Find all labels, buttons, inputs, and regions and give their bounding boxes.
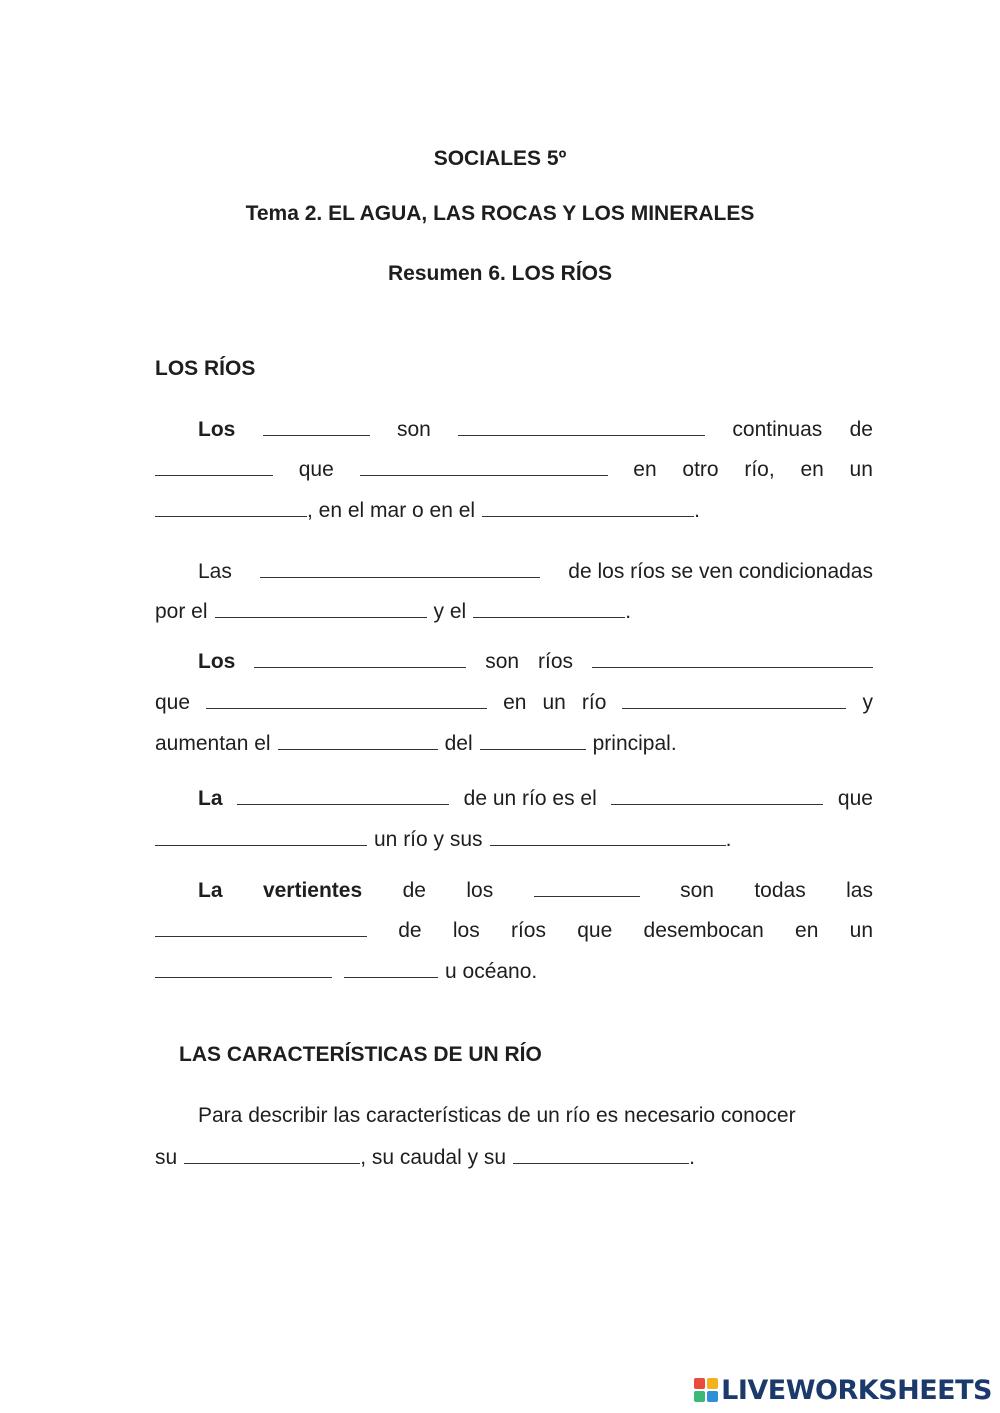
text: . bbox=[625, 600, 632, 623]
text: su bbox=[155, 1146, 178, 1169]
logo-text: LIVEWORKSHEETS bbox=[721, 1374, 992, 1406]
blank-field[interactable] bbox=[155, 457, 273, 476]
paragraph-2-line-1 bbox=[155, 559, 873, 584]
text: y el bbox=[433, 600, 467, 623]
text: río, bbox=[744, 458, 775, 481]
blank-field[interactable] bbox=[237, 786, 449, 805]
text: que bbox=[155, 691, 191, 714]
text: que bbox=[577, 919, 613, 942]
text: río bbox=[581, 691, 607, 714]
blank-field[interactable] bbox=[155, 498, 307, 517]
blank-field[interactable] bbox=[480, 731, 586, 750]
text: de bbox=[849, 418, 873, 441]
subject-title: SOCIALES 5º bbox=[433, 147, 567, 170]
section-2-line-1 bbox=[155, 1104, 873, 1128]
text: que bbox=[298, 458, 334, 481]
text: Los bbox=[198, 650, 236, 673]
paragraph-1-line-1 bbox=[155, 417, 873, 442]
text: un bbox=[849, 458, 873, 481]
text: un río y sus bbox=[374, 828, 483, 851]
text: aumentan el bbox=[155, 732, 271, 755]
text: Los bbox=[198, 418, 236, 441]
topic-title: Tema 2. EL AGUA, LAS ROCAS Y LOS MINERALES bbox=[245, 202, 755, 225]
blank-field[interactable] bbox=[260, 559, 540, 578]
paragraph-4-line-1 bbox=[155, 786, 873, 811]
text: , su caudal y su bbox=[360, 1146, 507, 1169]
liveworksheets-logo[interactable] bbox=[694, 1375, 992, 1405]
text: de bbox=[398, 919, 422, 942]
blank-field[interactable] bbox=[534, 878, 640, 897]
blank-field[interactable] bbox=[184, 1145, 360, 1164]
blank-field[interactable] bbox=[215, 599, 427, 618]
blank-field[interactable] bbox=[490, 827, 726, 846]
text: . bbox=[725, 828, 732, 851]
text: en bbox=[503, 691, 527, 714]
text: en bbox=[800, 458, 824, 481]
blank-field[interactable] bbox=[254, 649, 466, 668]
blank-field[interactable] bbox=[360, 457, 608, 476]
blank-field[interactable] bbox=[513, 1145, 689, 1164]
blank-field[interactable] bbox=[155, 827, 367, 846]
text: de un río es el bbox=[463, 787, 597, 810]
text: La bbox=[198, 787, 223, 810]
paragraph-1-line-3 bbox=[155, 498, 873, 523]
blank-field[interactable] bbox=[155, 959, 332, 978]
text: ríos bbox=[538, 650, 574, 673]
blank-field[interactable] bbox=[263, 417, 370, 436]
blank-field[interactable] bbox=[278, 731, 438, 750]
text: en bbox=[795, 919, 819, 942]
paragraph-1-line-2 bbox=[155, 457, 873, 482]
text: . bbox=[689, 1146, 695, 1169]
text: los bbox=[452, 919, 480, 942]
section-title-los-rios: LOS RÍOS bbox=[155, 357, 256, 380]
text: son bbox=[485, 650, 520, 673]
text: son bbox=[396, 418, 431, 441]
text: La bbox=[198, 879, 223, 902]
paragraph-3-line-2 bbox=[155, 690, 873, 715]
text: en bbox=[633, 458, 657, 481]
text: de bbox=[402, 879, 426, 902]
text: que bbox=[837, 787, 873, 810]
text: vertientes bbox=[262, 879, 363, 902]
logo-square bbox=[694, 1378, 705, 1389]
text: desembocan bbox=[643, 919, 764, 942]
paragraph-3-line-1 bbox=[155, 649, 873, 674]
text: . bbox=[694, 499, 700, 522]
text: , en el mar o en el bbox=[307, 499, 476, 522]
liveworksheets-logo-icon bbox=[694, 1378, 718, 1402]
text: otro bbox=[682, 458, 719, 481]
blank-field[interactable] bbox=[592, 649, 873, 668]
text: u océano. bbox=[445, 960, 538, 983]
text: los bbox=[466, 879, 494, 902]
text: las bbox=[846, 879, 873, 902]
blank-field[interactable] bbox=[622, 690, 846, 709]
text: un bbox=[542, 691, 566, 714]
paragraph-5-line-3 bbox=[155, 959, 873, 984]
text: Las bbox=[198, 560, 232, 583]
blank-field[interactable] bbox=[473, 599, 625, 618]
blank-field[interactable] bbox=[611, 786, 823, 805]
paragraph-5-line-1 bbox=[155, 878, 873, 903]
blank-field[interactable] bbox=[206, 690, 487, 709]
blank-field[interactable] bbox=[482, 498, 694, 517]
paragraph-5-line-2 bbox=[155, 918, 873, 943]
blank-field[interactable] bbox=[155, 918, 367, 937]
text: y bbox=[862, 691, 873, 714]
text: Para describir las características de un río es necesario conocer bbox=[198, 1104, 796, 1127]
logo-square bbox=[707, 1391, 718, 1402]
section-title-caracteristicas: LAS CARACTERÍSTICAS DE UN RÍO bbox=[179, 1043, 542, 1066]
paragraph-3-line-3 bbox=[155, 731, 873, 756]
text: ríos bbox=[510, 919, 546, 942]
blank-field[interactable] bbox=[458, 417, 705, 436]
text: continuas bbox=[732, 418, 823, 441]
logo-square bbox=[694, 1391, 705, 1402]
text: del bbox=[444, 732, 473, 755]
summary-title: Resumen 6. LOS RÍOS bbox=[387, 262, 613, 285]
paragraph-2-line-2 bbox=[155, 599, 873, 624]
blank-field[interactable] bbox=[344, 959, 438, 978]
section-2-line-2 bbox=[155, 1145, 873, 1170]
paragraph-4-line-2 bbox=[155, 827, 873, 852]
text: principal. bbox=[592, 732, 677, 755]
text: son bbox=[680, 879, 714, 902]
text: de los ríos se ven condicionadas bbox=[568, 560, 873, 583]
text: por el bbox=[155, 600, 208, 623]
text: un bbox=[849, 919, 873, 942]
text: todas bbox=[754, 879, 806, 902]
logo-square bbox=[707, 1378, 718, 1389]
